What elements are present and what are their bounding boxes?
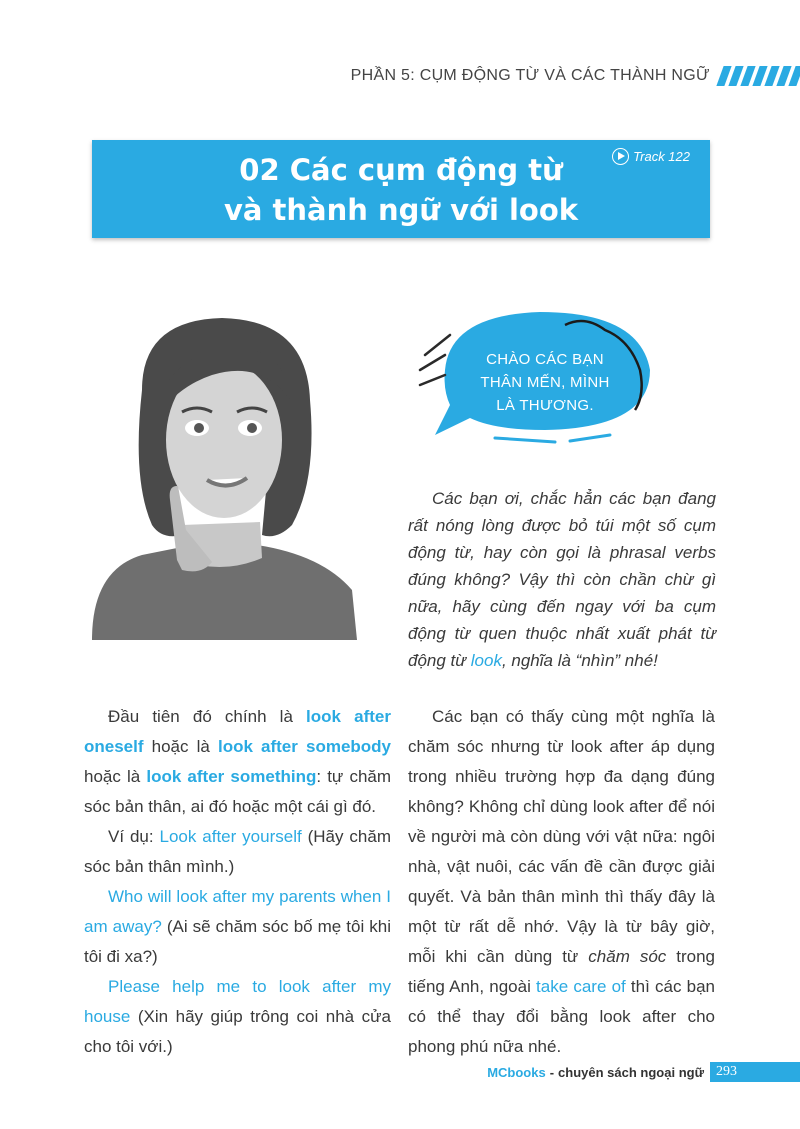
bubble-line-1: CHÀO CÁC BẠN xyxy=(486,351,604,368)
example-english: Please help me to look after my house xyxy=(84,977,391,1026)
intro-text: Các bạn ơi, chắc hẳn các bạn đang rất nóng lòng được bỏ túi một số cụm động từ, hay còn gọi là phrasal verbs đúng không? Vậy thì còn chần chừ gì nữa, hãy cùng đến ngay với ba cụm động từ quen thuộc nhất xuất phát từ động từ xyxy=(408,489,716,670)
brand-name: MCbooks xyxy=(487,1064,546,1080)
track-label: Track 122 xyxy=(633,149,690,164)
separator: - xyxy=(549,1064,555,1080)
brand-tagline: chuyên sách ngoại ngữ xyxy=(558,1064,704,1080)
example-english: Look after yourself xyxy=(159,827,302,846)
phrase-look-after-something: look after something xyxy=(146,767,317,786)
left-column xyxy=(84,702,391,1062)
paragraph-look-after xyxy=(84,702,391,822)
text: trong tiếng Anh, ngoài xyxy=(408,947,715,996)
example-english: Who will look after my parents when I am away? xyxy=(84,887,391,936)
text: Ví dụ: xyxy=(108,827,160,846)
section-header xyxy=(351,62,800,90)
text: hoặc là xyxy=(84,767,147,786)
example-3 xyxy=(84,972,391,1062)
intro-highlight: look xyxy=(470,651,502,670)
paragraph-explanation xyxy=(408,702,715,1062)
bubble-greeting xyxy=(470,348,620,417)
example-1 xyxy=(84,822,391,882)
text: Đầu tiên đó chính là xyxy=(108,707,307,726)
text: (Hãy chăm sóc bản thân mình.) xyxy=(84,827,391,876)
page-footer xyxy=(487,1062,800,1082)
right-column xyxy=(408,702,715,1062)
phrase-take-care-of: take care of xyxy=(536,977,626,996)
phrase-look-after-oneself: look after oneself xyxy=(84,707,391,756)
phrase-look-after-somebody: look after somebody xyxy=(217,737,392,756)
woman-thinking-illustration xyxy=(82,300,362,640)
intro-text-end: , nghĩa là “nhìn” nhé! xyxy=(501,651,658,670)
emphasis: chăm sóc xyxy=(588,947,667,966)
text: Các bạn có thấy cùng một nghĩa là chăm sóc nhưng từ look after áp dụng trong nhiều trường hợp đa dạng đúng không? Không chỉ dùng look after để nói về người mà còn dùng với vật nữa: ngôi nhà, vật nuôi, các vấn đề cần được giải quyết. Và bản thân mình thì thấy đây là một từ rất dễ nhớ. Vậy là từ bây giờ, mỗi khi cần dùng từ xyxy=(408,707,715,966)
text: thì các bạn có thể thay đổi bằng look after cho phong phú nữa nhé. xyxy=(408,977,715,1056)
bubble-line-2: THÂN MẾN, MÌNH xyxy=(480,374,610,391)
intro-paragraph xyxy=(408,485,716,674)
section-title: PHẦN 5: CỤM ĐỘNG TỪ VÀ CÁC THÀNH NGỮ xyxy=(350,67,710,84)
page-number: 293 xyxy=(710,1062,800,1082)
chapter-title-line-2: và thành ngữ với look xyxy=(223,193,579,227)
text: : tự chăm sóc bản thân, ai đó hoặc một cái gì đó. xyxy=(84,767,392,816)
chapter-title-banner xyxy=(92,140,710,238)
text: hoặc là xyxy=(143,737,218,756)
text: (Xin hãy giúp trông coi nhà cửa cho tôi với.) xyxy=(84,1007,391,1056)
bubble-line-3: LÀ THƯƠNG. xyxy=(496,397,594,414)
chapter-title-line-1: 02 Các cụm động từ xyxy=(239,153,563,187)
play-icon[interactable] xyxy=(612,148,629,165)
example-2 xyxy=(84,882,391,972)
audio-track[interactable] xyxy=(612,148,690,165)
decorative-stripes xyxy=(720,66,800,86)
text: (Ai sẽ chăm sóc bố mẹ tôi khi tôi đi xa?) xyxy=(84,917,391,966)
